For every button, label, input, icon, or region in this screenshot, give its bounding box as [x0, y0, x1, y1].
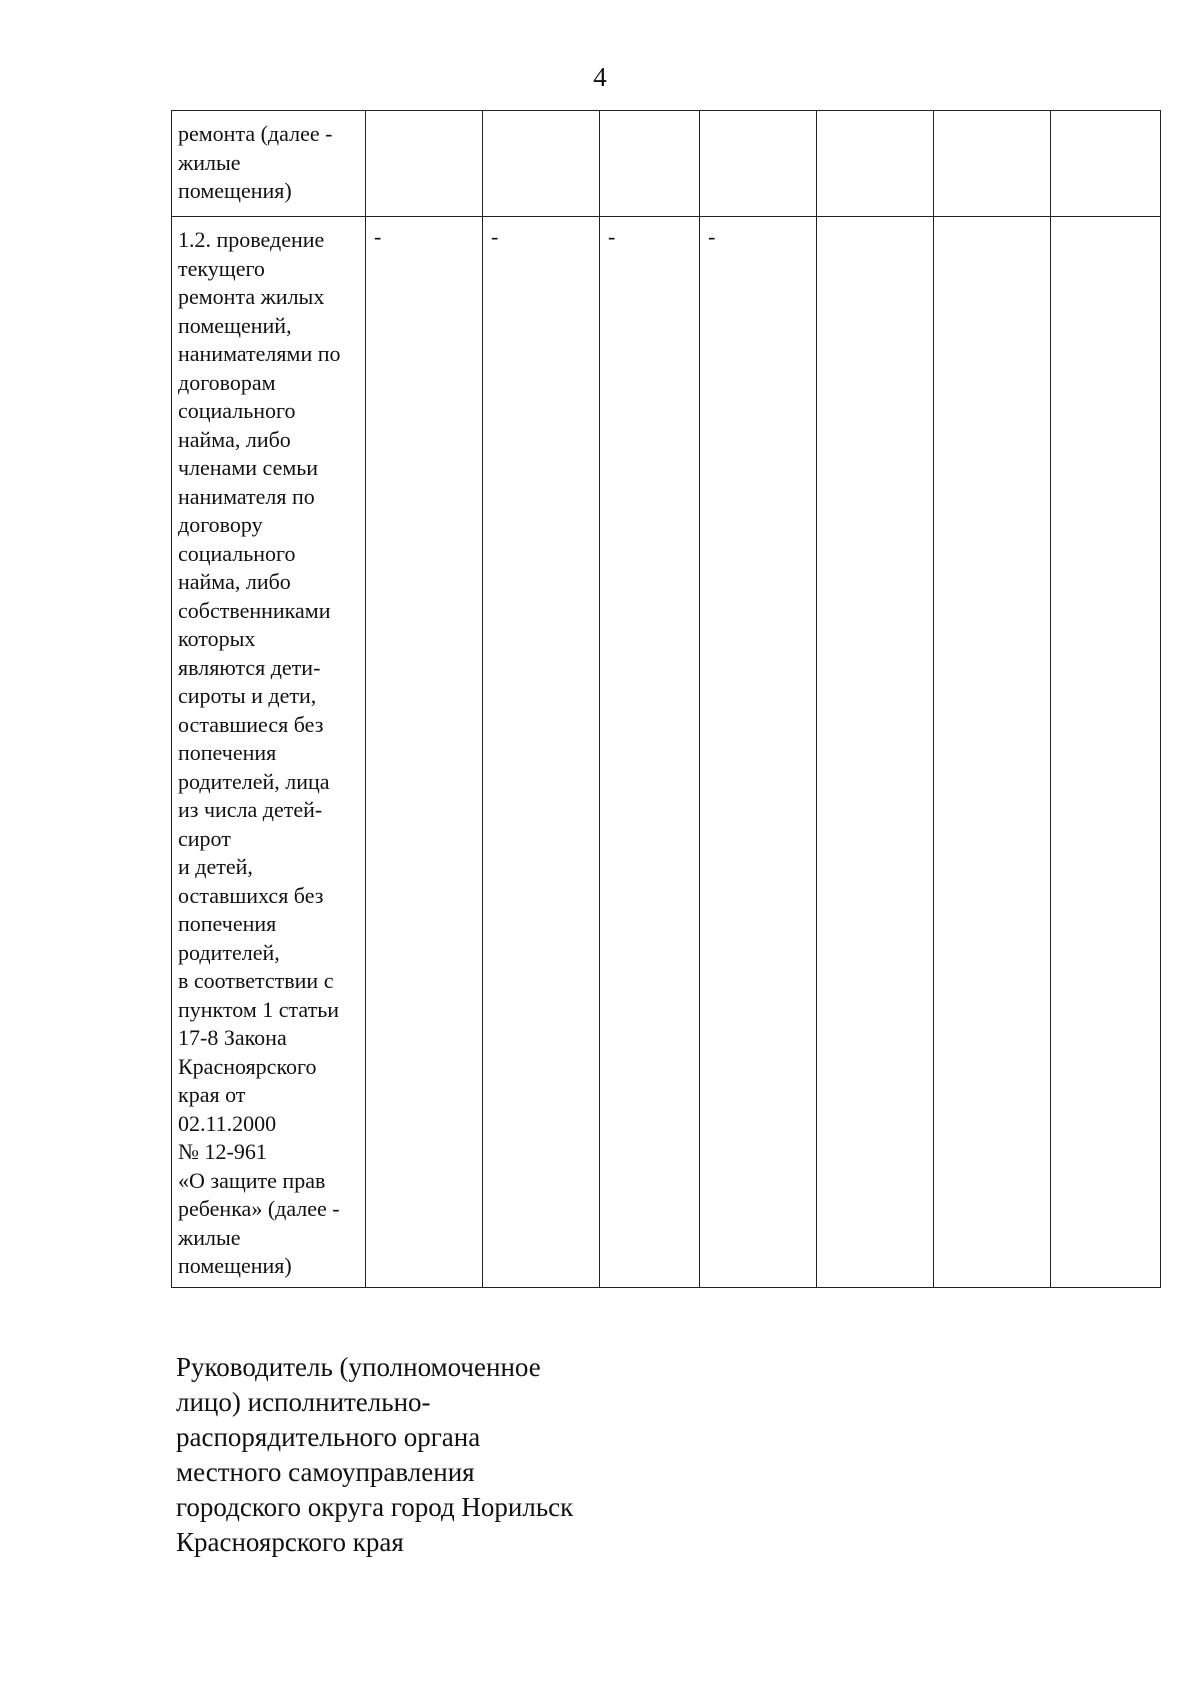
- label-line: собственниками: [178, 597, 331, 623]
- label-line: ребенка» (далее -: [178, 1196, 340, 1221]
- row-label-cell: [172, 111, 366, 217]
- table-row: [172, 111, 1161, 217]
- value-cell: [817, 111, 934, 217]
- table-row: [172, 217, 1161, 1288]
- value-cell: [366, 111, 483, 217]
- value-cell: [600, 111, 700, 217]
- value-cell: [700, 111, 817, 217]
- label-line: сироты и дети,: [178, 683, 317, 708]
- label-line: договору: [178, 512, 263, 537]
- label-line: найма, либо: [178, 426, 291, 452]
- row-label-cell: [172, 217, 366, 1288]
- label-line: Красноярского: [178, 1053, 317, 1079]
- label-line: социального: [178, 398, 296, 423]
- label-line: попечения: [178, 740, 277, 765]
- label-line: 17-8 Закона: [178, 1025, 287, 1050]
- value-cell: [1051, 111, 1161, 217]
- label-line: помещения): [178, 1253, 292, 1278]
- label-line: нанимателя по: [178, 483, 315, 509]
- signature-line: Красноярского края: [176, 1527, 404, 1557]
- label-line: членами семьи: [178, 455, 319, 480]
- value-cell: [1051, 217, 1161, 1288]
- data-table: [171, 110, 1161, 1288]
- label-line: найма, либо: [178, 569, 291, 594]
- label-line: в соответствии с: [178, 968, 334, 993]
- label-line: оставшихся без: [178, 882, 324, 908]
- label-line: нанимателями по: [178, 341, 341, 366]
- label-line: текущего: [178, 255, 265, 281]
- label-line: 02.11.2000: [178, 1110, 277, 1136]
- page-number: 4: [593, 62, 607, 92]
- label-line: оставшиеся без: [178, 711, 324, 737]
- signature-line: местного самоуправления: [176, 1457, 475, 1487]
- label-line: родителей,: [178, 939, 280, 965]
- value-cell: [483, 111, 600, 217]
- label-line: попечения: [178, 911, 277, 936]
- value-cell: -: [483, 217, 600, 1288]
- label-line: и детей,: [178, 854, 253, 879]
- signature-block: [176, 1350, 573, 1560]
- signature-line: распорядительного органа: [176, 1422, 481, 1452]
- label-line: жилые: [178, 1224, 241, 1250]
- signature-line: городского округа город Норильск: [176, 1492, 574, 1522]
- label-line: № 12-961: [178, 1139, 267, 1164]
- value-cell: [817, 217, 934, 1288]
- signature-line: лицо) исполнительно-: [176, 1387, 431, 1417]
- signature-line: Руководитель (уполномоченное: [176, 1352, 541, 1382]
- label-line: 1.2. проведение: [178, 227, 325, 252]
- label-line: помещений,: [178, 312, 292, 338]
- label-line: жилые: [178, 149, 241, 175]
- label-line: ремонта жилых: [178, 284, 325, 309]
- label-line: сирот: [178, 825, 231, 851]
- label-line: являются дети-: [178, 654, 321, 680]
- value-cell: [934, 111, 1051, 217]
- label-line: которых: [178, 626, 256, 651]
- label-line: родителей, лица: [178, 768, 330, 794]
- label-line: из числа детей-: [178, 797, 323, 822]
- value-cell: -: [366, 217, 483, 1288]
- value-cell: -: [700, 217, 817, 1288]
- label-line: договорам: [178, 369, 276, 395]
- label-line: социального: [178, 540, 296, 566]
- value-cell: -: [600, 217, 700, 1288]
- label-line: помещения): [178, 178, 292, 203]
- label-line: пунктом 1 статьи: [178, 996, 340, 1022]
- value-cell: [934, 217, 1051, 1288]
- label-line: «О защите прав: [178, 1167, 326, 1193]
- label-line: ремонта (далее -: [178, 121, 333, 146]
- label-line: края от: [178, 1082, 246, 1107]
